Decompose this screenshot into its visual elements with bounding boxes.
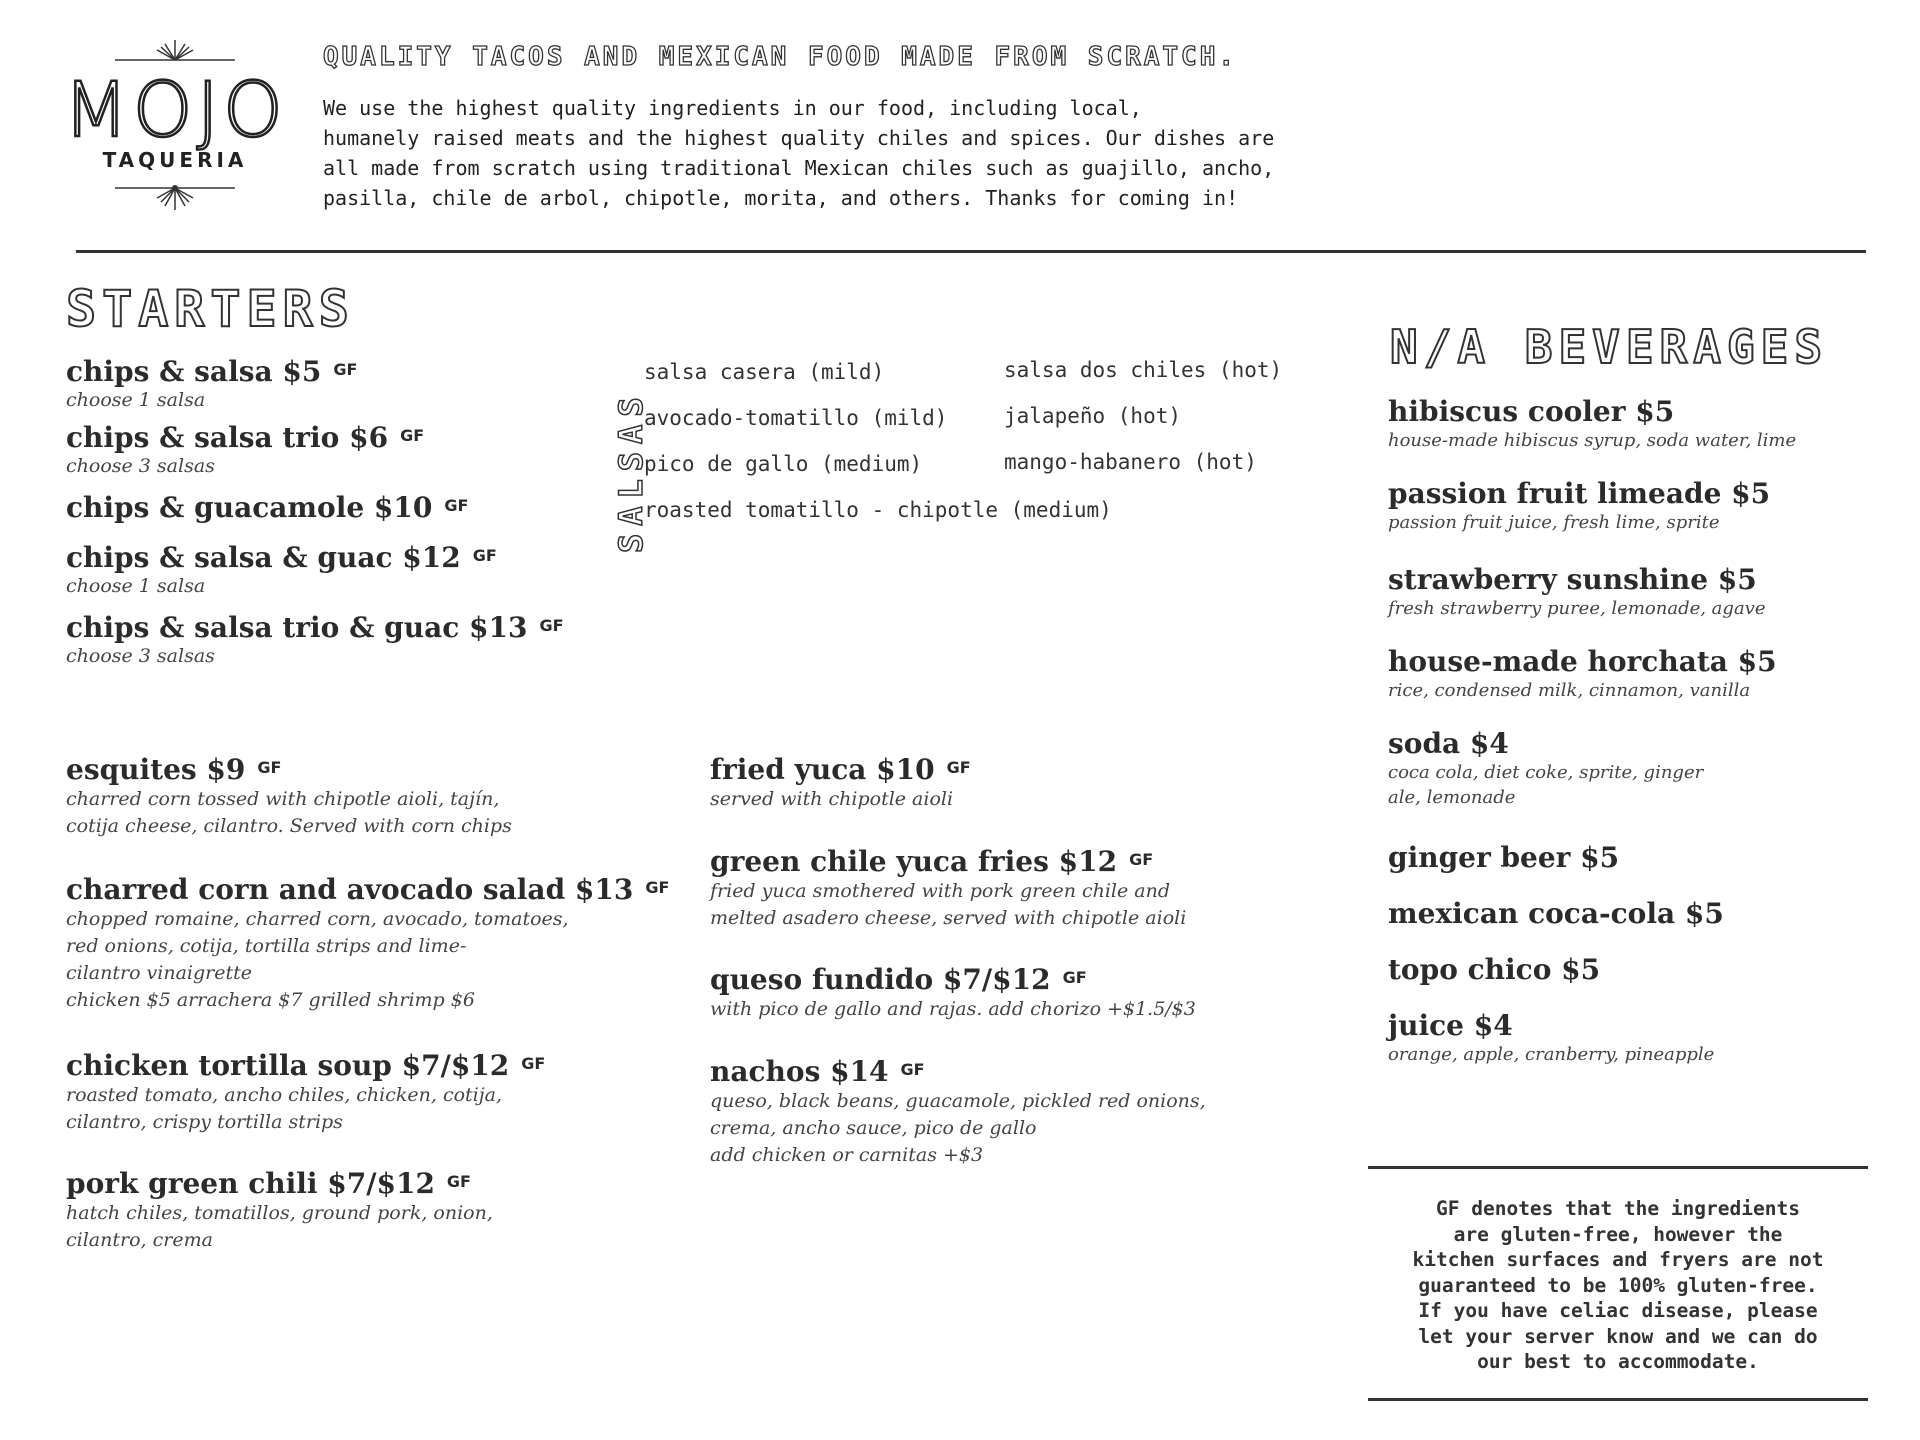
item-name: strawberry sunshine $5	[1388, 563, 1757, 596]
item-name: passion fruit limeade $5	[1388, 477, 1771, 510]
item-name: chicken tortilla soup $7/$12	[66, 1049, 510, 1082]
item-desc-line: with pico de gallo and rajas. add chorizo +$1.5/$3	[710, 998, 1196, 1020]
gf-note	[1368, 1196, 1868, 1375]
salsa-item: avocado-tomatillo (mild)	[644, 406, 948, 430]
starters-title: STARTERS	[66, 280, 355, 338]
menu-item	[710, 844, 1186, 932]
item-desc-line: add chicken or carnitas +$3	[710, 1144, 984, 1166]
menu-item	[66, 872, 669, 1014]
salsa-item: roasted tomatillo - chipotle (medium)	[644, 498, 1112, 522]
beverage-item	[1388, 898, 1724, 930]
gf-badge: GF	[1062, 968, 1087, 987]
salsa-item: jalapeño (hot)	[1004, 404, 1182, 428]
menu-item	[66, 752, 512, 840]
menu-item	[710, 1054, 1206, 1169]
item-name: soda $4	[1388, 727, 1509, 760]
item-desc-line: fried yuca smothered with pork green chile and	[710, 880, 1171, 902]
gf-note-line: are gluten-free, however the	[1453, 1222, 1783, 1246]
item-desc-line: hatch chiles, tomatillos, ground pork, onion,	[66, 1202, 493, 1224]
item-desc-line: fresh strawberry puree, lemonade, agave	[1388, 598, 1766, 619]
item-desc-line: cilantro vinaigrette	[66, 962, 253, 984]
gf-badge: GF	[333, 360, 358, 379]
logo-subtitle: TAQUERIA	[102, 148, 248, 172]
item-name: nachos $14	[710, 1055, 889, 1088]
gf-note-line: our best to accommodate.	[1477, 1350, 1759, 1373]
item-name: green chile yuca fries $12	[710, 845, 1118, 878]
salsa-item: mango-habanero (hot)	[1004, 450, 1257, 474]
intro-line: humanely raised meats and the highest quality chiles and spices. Our dishes are	[323, 126, 1275, 150]
gf-badge: GF	[900, 1060, 925, 1079]
item-name: ginger beer $5	[1388, 841, 1620, 874]
gf-badge: GF	[521, 1054, 546, 1073]
item-desc-line: served with chipotle aioli	[710, 788, 954, 810]
sunburst-icon	[115, 38, 235, 68]
starter-item	[66, 490, 468, 524]
item-desc: choose 3 salsas	[66, 455, 215, 477]
item-desc-line: ale, lemonade	[1388, 787, 1516, 808]
item-name: chips & salsa trio $6	[66, 421, 389, 454]
item-desc-line: chicken $5 arrachera $7 grilled shrimp $6	[66, 989, 475, 1011]
header-divider	[76, 250, 1866, 253]
item-name: chips & guacamole $10	[66, 491, 433, 524]
beverage-item	[1388, 396, 1796, 453]
item-desc-line: passion fruit juice, fresh lime, sprite	[1388, 512, 1720, 533]
gf-badge: GF	[257, 758, 282, 777]
beverage-item	[1388, 728, 1703, 810]
item-desc-line: red onions, cotija, tortilla strips and lime-	[66, 935, 467, 957]
item-name: fried yuca $10	[710, 753, 935, 786]
starter-item	[66, 610, 564, 668]
intro-line: We use the highest quality ingredients in our food, including local,	[323, 96, 1142, 120]
item-desc-line: melted asadero cheese, served with chipotle aioli	[710, 907, 1187, 929]
tagline: QUALITY TACOS AND MEXICAN FOOD MADE FROM SCRATCH.	[323, 42, 1238, 72]
salsa-item: pico de gallo (medium)	[644, 452, 923, 476]
starter-item	[66, 354, 357, 412]
gf-badge: GF	[946, 758, 971, 777]
item-name: juice $4	[1388, 1009, 1513, 1042]
starter-item	[66, 540, 497, 598]
gf-note-line: kitchen surfaces and fryers are not	[1412, 1248, 1824, 1271]
item-name: hibiscus cooler $5	[1388, 395, 1675, 428]
salsas-label-text: SALSAS	[612, 389, 650, 553]
intro-line: all made from scratch using traditional Mexican chiles such as guajillo, ancho,	[323, 156, 1275, 180]
beverage-item	[1388, 646, 1777, 703]
item-desc-line: orange, apple, cranberry, pineapple	[1388, 1044, 1715, 1065]
gf-note-line: guaranteed to be 100% gluten-free.	[1418, 1273, 1818, 1297]
item-name: queso fundido $7/$12	[710, 963, 1051, 996]
gf-note-line: let your server know and we can do	[1418, 1324, 1818, 1348]
gf-note-bottom-rule	[1368, 1398, 1868, 1401]
item-desc-line: crema, ancho sauce, pico de gallo	[710, 1117, 1037, 1139]
item-desc-line: cilantro, crispy tortilla strips	[66, 1111, 343, 1133]
beverage-item	[1388, 1010, 1714, 1067]
beverage-item	[1388, 478, 1770, 535]
starter-item	[66, 420, 424, 478]
intro-line: pasilla, chile de arbol, chipotle, morita, and others. Thanks for coming in!	[323, 186, 1239, 210]
beverage-item	[1388, 564, 1766, 621]
item-desc-line: chopped romaine, charred corn, avocado, tomatoes,	[66, 908, 569, 930]
beverage-item	[1388, 954, 1600, 986]
beverage-item	[1388, 842, 1619, 874]
gf-note-top-rule	[1368, 1166, 1868, 1169]
item-name: charred corn and avocado salad $13	[66, 873, 634, 906]
salsas-label	[572, 358, 650, 553]
gf-badge: GF	[446, 1172, 471, 1191]
item-name: chips & salsa & guac $12	[66, 541, 461, 574]
item-desc-line: roasted tomato, ancho chiles, chicken, cotija,	[66, 1084, 502, 1106]
logo-name: MOJO	[63, 65, 287, 154]
item-desc-line: cotija cheese, cilantro. Served with corn chips	[66, 815, 512, 837]
gf-badge: GF	[539, 616, 564, 635]
salsa-item: salsa dos chiles (hot)	[1004, 358, 1283, 382]
item-name: topo chico $5	[1388, 953, 1601, 986]
item-name: chips & salsa trio & guac $13	[66, 611, 528, 644]
gf-badge: GF	[645, 878, 670, 897]
intro-text	[323, 93, 1303, 213]
gf-badge: GF	[444, 496, 469, 515]
item-name: pork green chili $7/$12	[66, 1167, 435, 1200]
item-desc: choose 1 salsa	[66, 575, 206, 597]
item-desc: choose 3 salsas	[66, 645, 215, 667]
salsa-item: salsa casera (mild)	[644, 360, 885, 384]
item-name: house-made horchata $5	[1388, 645, 1777, 678]
item-desc-line: charred corn tossed with chipotle aioli, tajín,	[66, 788, 500, 810]
item-desc-line: queso, black beans, guacamole, pickled red onions,	[710, 1090, 1206, 1112]
menu-item	[66, 1048, 545, 1136]
logo	[60, 38, 290, 212]
item-name: mexican coca-cola $5	[1388, 897, 1724, 930]
menu-item	[66, 1166, 493, 1254]
item-name: chips & salsa $5	[66, 355, 322, 388]
beverages-title: N/A BEVERAGES	[1390, 320, 1829, 374]
item-desc-line: coca cola, diet coke, sprite, ginger	[1388, 762, 1704, 783]
item-desc-line: rice, condensed milk, cinnamon, vanilla	[1388, 680, 1751, 701]
gf-badge: GF	[1129, 850, 1154, 869]
sunburst-icon	[115, 178, 235, 212]
menu-item	[710, 962, 1196, 1023]
gf-badge: GF	[472, 546, 497, 565]
menu-item	[710, 752, 971, 813]
item-name: esquites $9	[66, 753, 246, 786]
item-desc-line: cilantro, crema	[66, 1229, 213, 1251]
gf-note-line: If you have celiac disease, please	[1418, 1299, 1818, 1322]
gf-badge: GF	[400, 426, 425, 445]
item-desc-line: house-made hibiscus syrup, soda water, lime	[1388, 430, 1797, 451]
gf-note-line: GF denotes that the ingredients	[1436, 1197, 1800, 1220]
item-desc: choose 1 salsa	[66, 389, 206, 411]
